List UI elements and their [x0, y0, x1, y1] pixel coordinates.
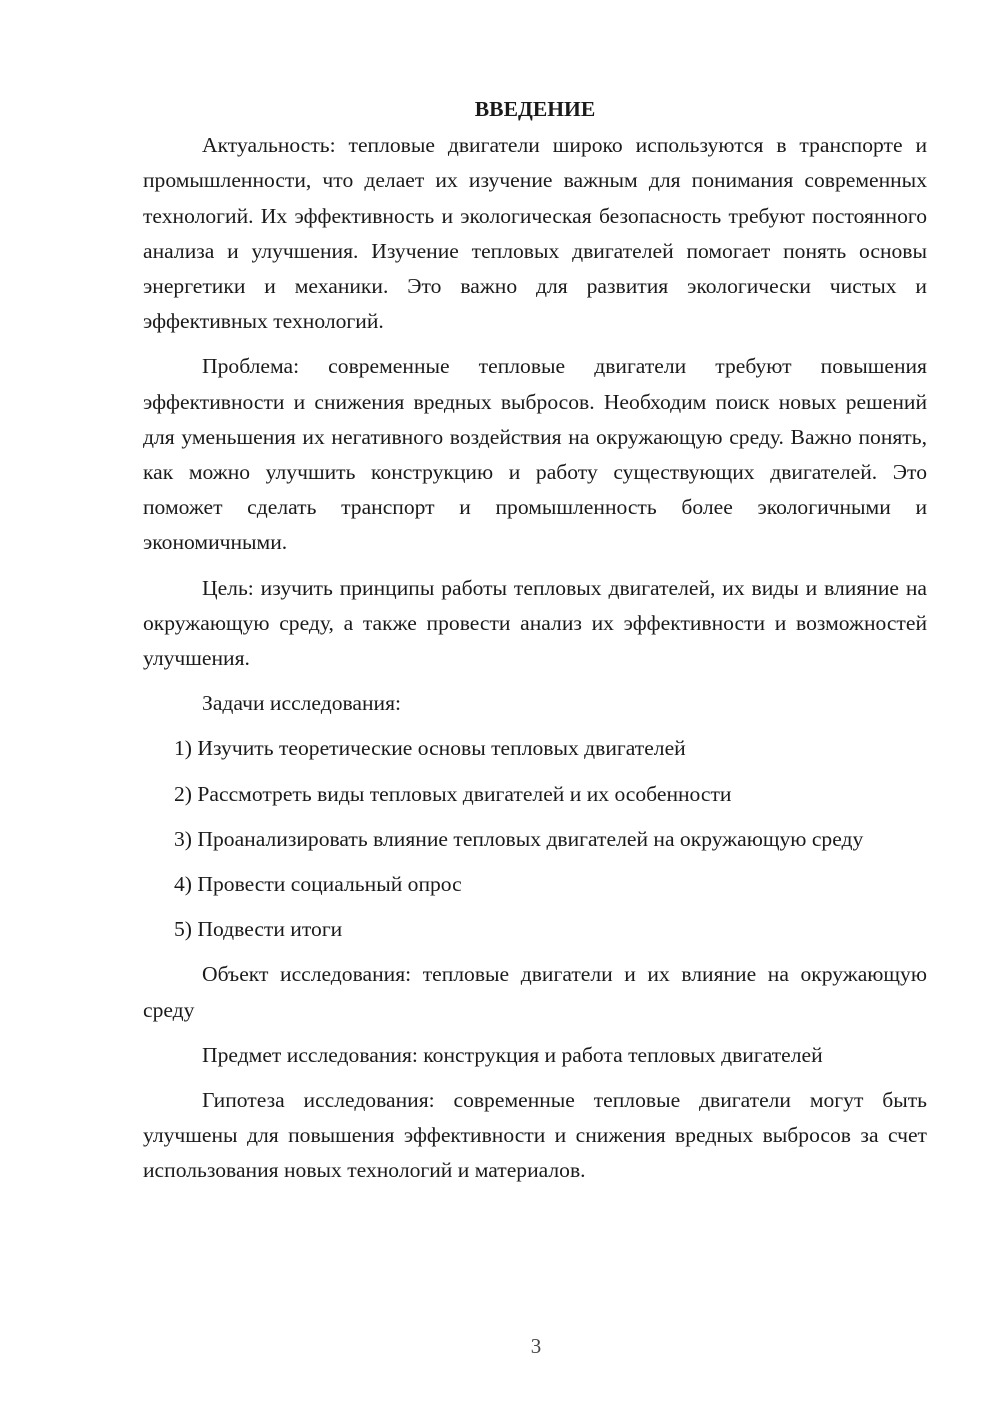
tasks-heading: Задачи исследования: — [202, 691, 402, 716]
object-paragraph: Объект исследования: тепловые двигатели и их влияние на окружающую среду — [143, 962, 927, 1022]
task-item: 2) Рассмотреть виды тепловых двигателей и их особенности — [174, 781, 732, 806]
subject-paragraph: Предмет исследования: конструкция и работа тепловых двигателей — [202, 1042, 823, 1067]
section-title: ВВЕДЕНИЕ — [474, 97, 596, 121]
goal-paragraph: Цель: изучить принципы работы тепловых двигателей, их виды и влияние на окружающую среду, а также провести анализ их эффективности и возможностей улучшения. — [143, 575, 927, 671]
task-item: 4) Провести социальный опрос — [174, 872, 462, 897]
task-item: 3) Проанализировать влияние тепловых двигателей на окружающую среду — [174, 826, 864, 851]
problem-paragraph: Проблема: современные тепловые двигатели требуют повышения эффективности и снижения вредных выбросов. Необходим поиск новых решений для уменьшения их негативного воздействия на окружающую среду. Важно понять, как можно улучшить конструкцию и работу существующих двигателей. Это поможет сделать транспорт и промышленность более экологичными и экономичными. — [143, 354, 927, 555]
hypothesis-paragraph: Гипотеза исследования: современные тепловые двигатели могут быть улучшены для повышения эффективности и снижения вредных выбросов за счет использования новых технологий и материалов. — [143, 1088, 927, 1183]
page-number: 3 — [530, 1334, 542, 1358]
document-page — [143, 92, 927, 1199]
task-item: 1) Изучить теоретические основы тепловых двигателей — [174, 736, 686, 761]
relevance-paragraph: Актуальность: тепловые двигатели широко используются в транспорте и промышленности, что делает их изучение важным для понимания современных технологий. Их эффективность и экологическая безопасность требуют постоянного анализа и улучшения. Изучение тепловых двигателей помогает понять основы энергетики и механики. Это важно для развития экологически чистых и эффективных технологий. — [143, 133, 927, 334]
task-item: 5) Подвести итоги — [174, 917, 343, 942]
